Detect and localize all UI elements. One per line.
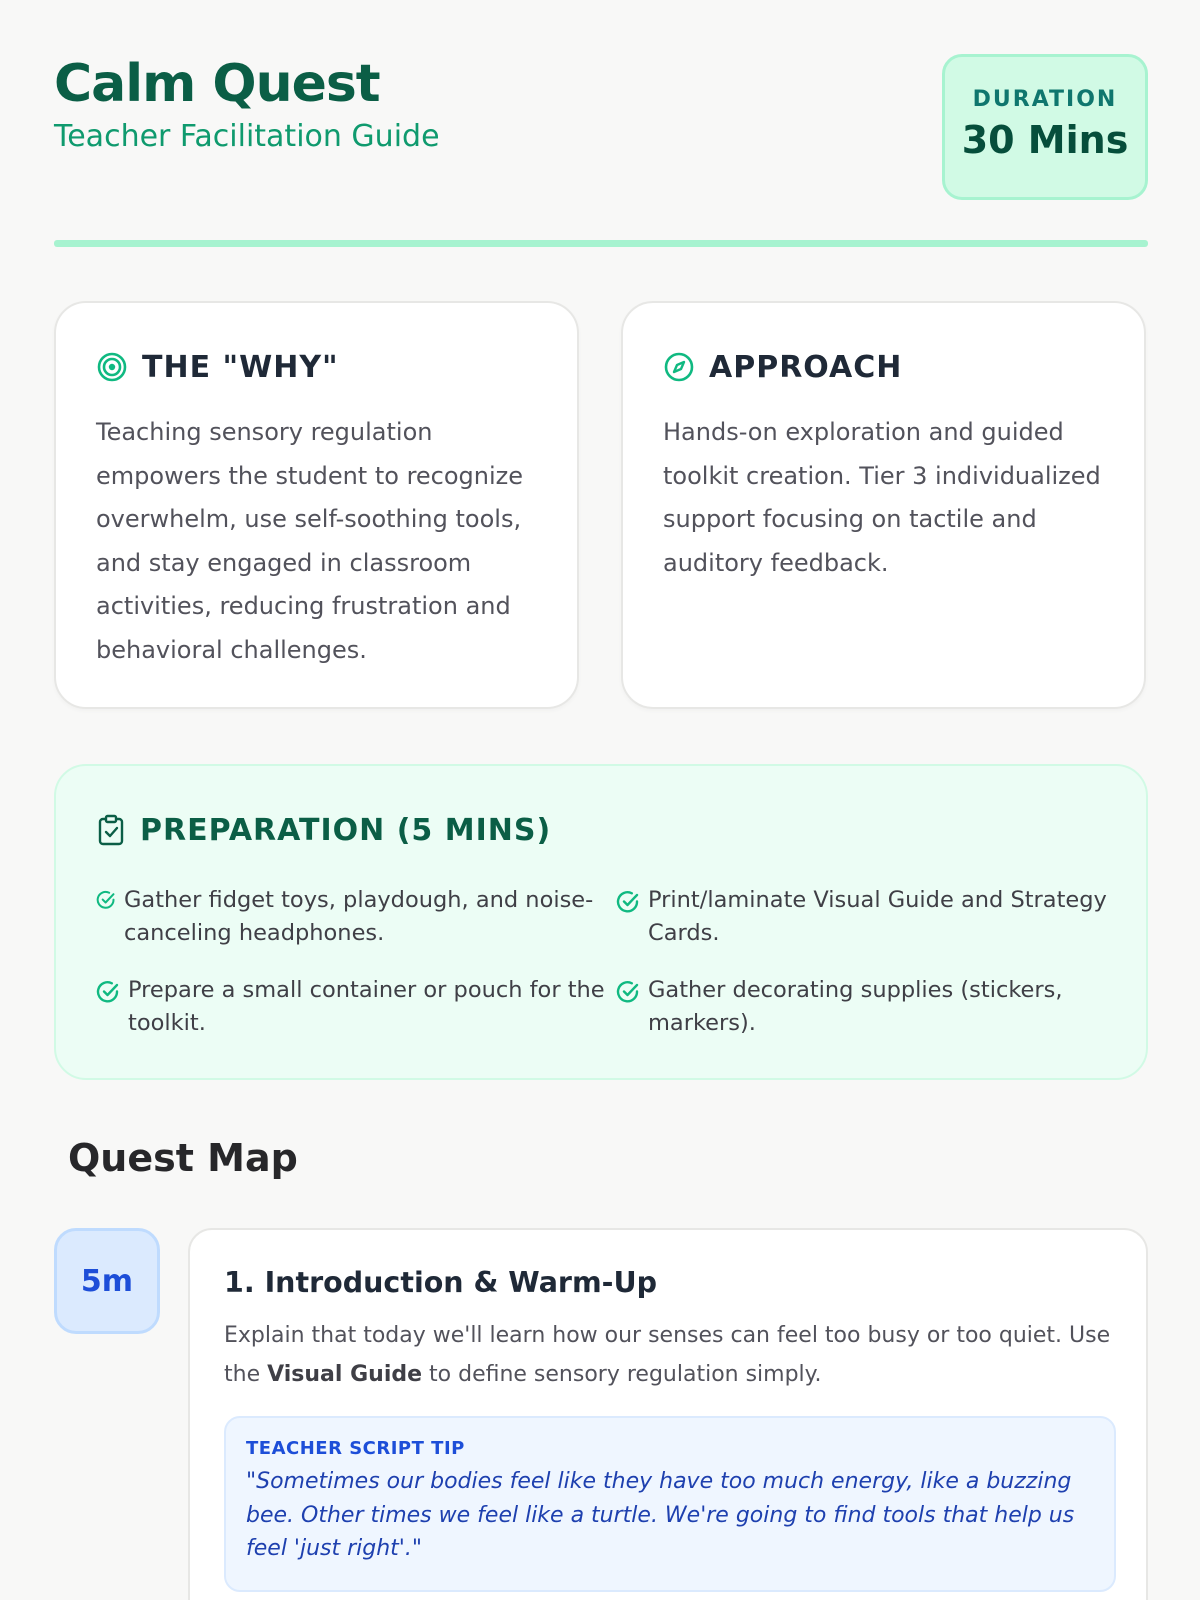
step-body-text: to define sensory regulation simply.: [422, 1361, 822, 1387]
duration-value: 30 Mins: [961, 118, 1129, 162]
check-circle-icon: [96, 890, 116, 910]
step-title: 1. Introduction & Warm-Up: [224, 1266, 658, 1299]
duration-badge: [942, 54, 1148, 200]
preparation-item: [616, 974, 1110, 1040]
teacher-tip-box: [224, 1416, 1116, 1592]
preparation-item: [96, 884, 616, 950]
check-circle-icon: [616, 890, 640, 914]
approach-body: Hands-on exploration and guided toolkit creation. Tier 3 individualized support focusing on tactile and auditory feedback.: [663, 418, 1101, 577]
step-body-text: Explain that today we'll learn how our senses can feel too busy or too quiet. Use the: [224, 1323, 1111, 1387]
check-circle-icon: [616, 980, 640, 1004]
preparation-item: [616, 884, 1110, 950]
tip-text: "Sometimes our bodies feel like they have too much energy, like a buzzing bee. Other times we feel like a turtle. We're going to find tools that help us feel 'just right'.": [246, 1469, 1075, 1561]
approach-card: [621, 301, 1146, 709]
target-icon: [96, 351, 128, 383]
duration-label: DURATION: [972, 87, 1118, 112]
preparation-item-text: Prepare a small container or pouch for the toolkit.: [128, 977, 605, 1036]
check-circle-icon: [96, 980, 120, 1004]
why-body: Teaching sensory regulation empowers the student to recognize overwhelm, use self-soothing tools, and stay engaged in classroom activities, reducing frustration and behavioral challenges.: [96, 418, 524, 664]
page-title: Calm Quest: [54, 54, 380, 114]
preparation-title: PREPARATION (5 MINS): [140, 812, 552, 848]
compass-icon: [663, 351, 695, 383]
header-divider: [54, 240, 1148, 247]
quest-map-title: Quest Map: [68, 1136, 298, 1180]
step-card: [188, 1228, 1148, 1600]
preparation-panel: [54, 764, 1148, 1080]
preparation-list: [96, 884, 1106, 1040]
preparation-item-text: Gather fidget toys, playdough, and noise-canceling headphones.: [124, 887, 594, 946]
step-time-badge: 5m: [54, 1228, 160, 1334]
page-header: [54, 52, 1148, 202]
why-card: [54, 301, 579, 709]
clipboard-check-icon: [96, 814, 126, 846]
tip-label: TEACHER SCRIPT TIP: [246, 1438, 465, 1459]
preparation-item-text: Print/laminate Visual Guide and Strategy Cards.: [648, 887, 1107, 946]
step-body: [224, 1317, 1112, 1394]
step-body-bold: Visual Guide: [267, 1361, 423, 1387]
preparation-item-text: Gather decorating supplies (stickers, markers).: [648, 977, 1063, 1036]
why-title: THE "WHY": [142, 349, 339, 385]
approach-title: APPROACH: [709, 349, 903, 385]
preparation-item: [96, 974, 616, 1040]
page-subtitle: Teacher Facilitation Guide: [54, 119, 440, 154]
